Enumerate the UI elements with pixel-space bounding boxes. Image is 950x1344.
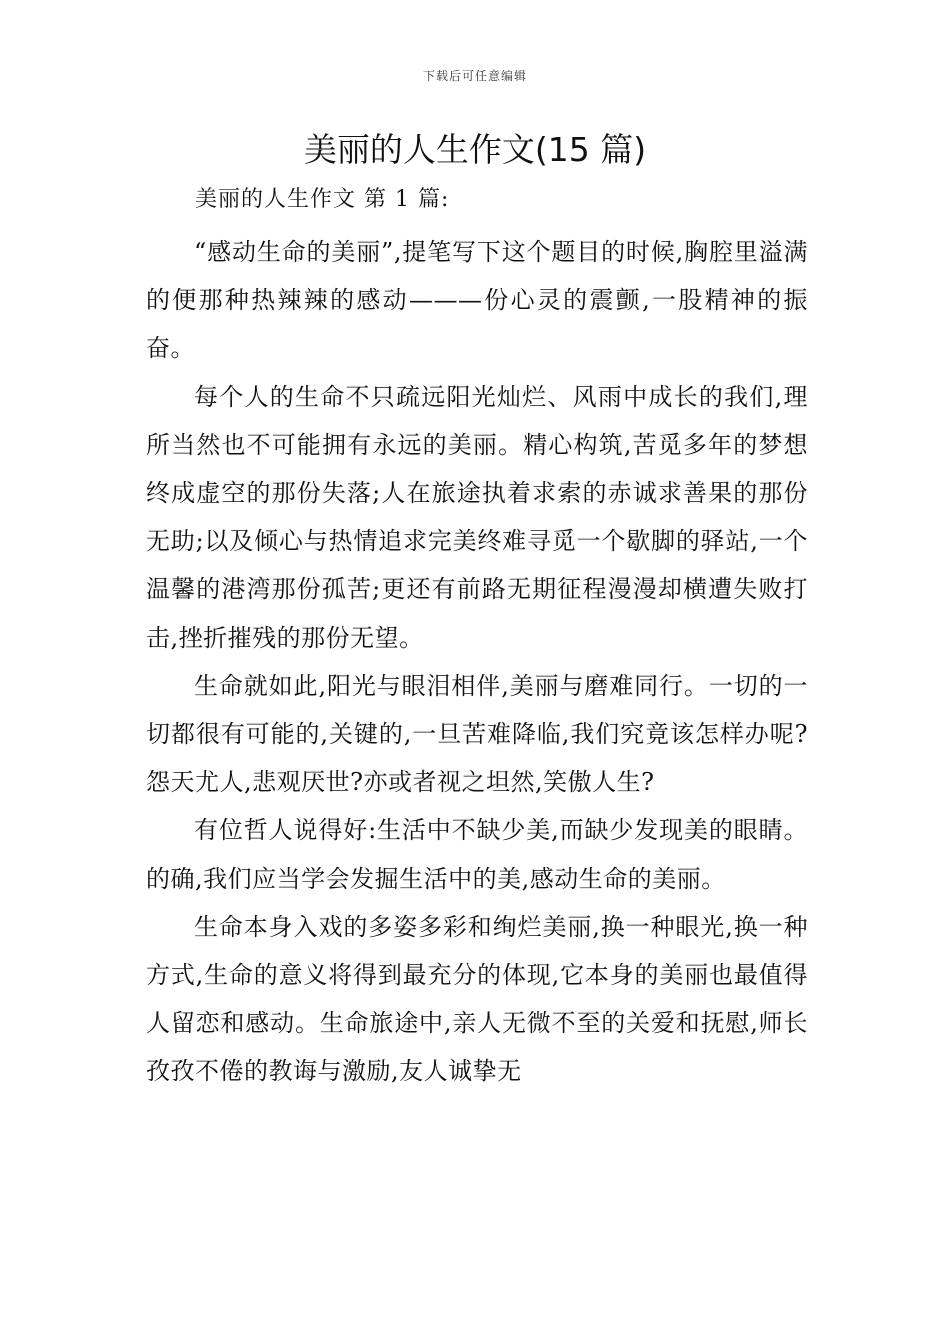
paragraph-4: 有位哲人说得好:生活中不缺少美,而缺少发现美的眼睛。的确,我们应当学会发掘生活中的美,感动生命的美丽。 — [146, 816, 808, 893]
paragraph-1: “感动生命的美丽”,提笔写下这个题目的时候,胸腔里溢满的便那种热辣辣的感动———份心灵的震颤,一股精神的振奋。 — [146, 238, 808, 363]
paragraph-5: 生命本身入戏的多姿多彩和绚烂美丽,换一种眼光,换一种方式,生命的意义将得到最充分的体现,它本身的美丽也最值得人留恋和感动。生命旅途中,亲人无微不至的关爱和抚慰,师长孜孜不倦的教诲与激励,友人诚挚无 — [146, 912, 808, 1086]
paragraph-2: 每个人的生命不只疏远阳光灿烂、风雨中成长的我们,理所当然也不可能拥有永远的美丽。精心构筑,苦觅多年的梦想终成虚空的那份失落;人在旅途执着求索的赤诚求善果的那份无助;以及倾心与热情追求完美终难寻觅一个歇脚的驿站,一个温馨的港湾那份孤苦;更还有前路无期征程漫漫却横遭失败打击,挫折摧残的那份无望。 — [146, 382, 808, 652]
header-note: 下载后可任意编辑 — [422, 69, 527, 83]
section-heading: 美丽的人生作文 第 1 篇: — [195, 187, 450, 212]
body-text — [146, 228, 808, 1096]
document-title: 美丽的人生作文(15 篇) — [303, 130, 647, 169]
paragraph-3: 生命就如此,阳光与眼泪相伴,美丽与磨难同行。一切的一切都很有可能的,关键的,一旦苦难降临,我们究竟该怎样办呢?怨天尤人,悲观厌世?亦或者视之坦然,笑傲人生? — [146, 671, 808, 797]
